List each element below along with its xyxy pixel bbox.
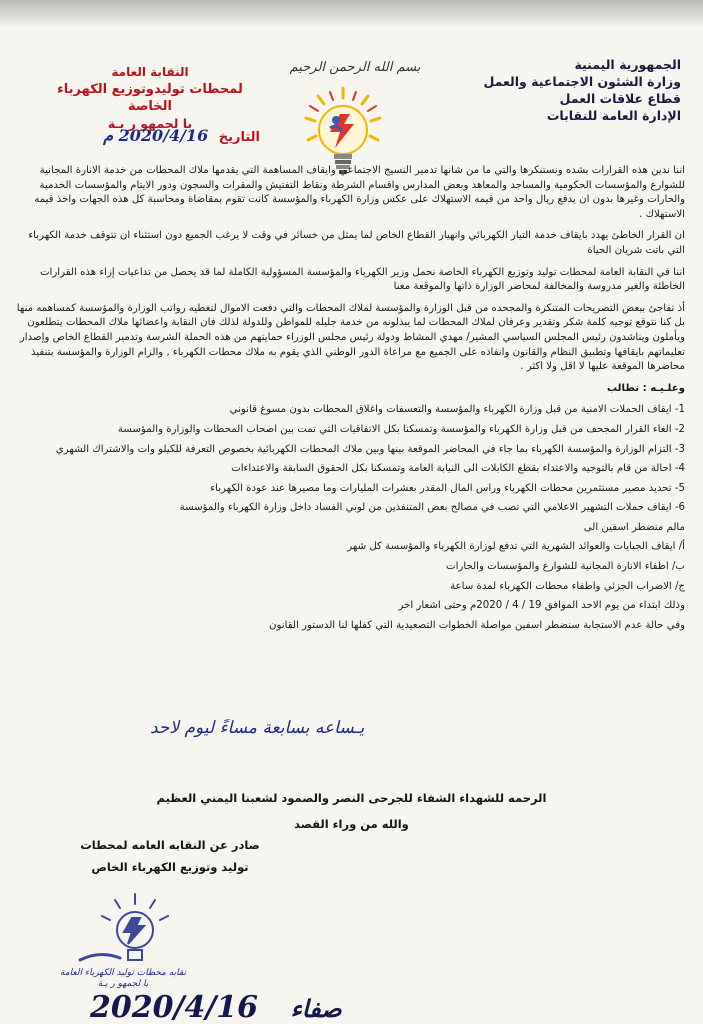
ministry-line-3: قطاع علاقات العمل [559,91,681,106]
closing-line-2: والله من وراء القصد [294,817,409,831]
date-label: التاريخ [218,130,260,145]
handwritten-date-value: 2020/4/16 [90,990,259,1024]
union-suffix: با لجمهو ر يـة [107,116,193,131]
steps-heading: مالم منضطر اسفين الى [583,521,685,533]
stamp-line-1: نقابه محطات توليد الكهرباء العامة [60,968,186,978]
paragraph-3: اننا في النقابة العامة لمحطات توليد وتوزيع الكهرباء الخاصة نحمل وزير الكهرباء والمؤسسة المسؤولية الكاملة لما قد يحصل من تداعيات إزاء هذه القرارات الخاطئة والغير مدروسة والمخالفة لمحاضر الوزارة ذاتها والموقعة معنا [39,266,685,293]
demand-item: 2- الغاء القرار المجحف من قبل وزارة الكهرباء والمؤسسة وتمسكنا بكل الاتفاقيات التي تمت بين اصحاب المحطات والوزارة والمؤسسة [117,423,685,435]
stamp-line-2: با لجمهو ر يـة [97,979,149,989]
handwritten-date [90,990,342,1024]
start-line: وذلك ابتداء من يوم الاحد الموافق 19 / 4 / 2020م وحتى اشعار اخر [398,600,685,612]
union-block [40,64,260,132]
ministry-line-2: وزارة الشئون الاجتماعية والعمل [483,74,681,89]
letter-body [13,164,685,638]
date-value: 2020/4/16 م [103,126,209,145]
demand-item: 3- التزام الوزارة والمؤسسة الكهرباء بما جاء في المحاضر الموقعة بينها وبين ملاك المحطات الكهربائية بخصوص التعرفة للكيلو وات والاشتراك الشهري [55,443,685,455]
escalation-line: وفي حالة عدم الاستجابة سنضطر اسفين مواصلة الخطوات التصعيدية التي كفلها لنا الدستور القانون [269,619,685,631]
demand-item: 4- احالة من قام بالتوجيه والاعتداء بقطع الكابلات الى النيابة العامة وتمسكنا بكل الحقوق السابقة والاعتداءات [231,463,685,475]
signature-block [40,834,300,878]
union-title: النقابة العامة [111,65,189,79]
ministry-line-1: الجمهورية اليمنية [574,57,681,72]
stamp-caption [48,968,198,990]
paragraph-4: أذ تفاجئ ببعض التصريحات المتنكرة والمجحده من قبل الوزارة والمؤسسة لملاك المحطات والتي دفعت الاموال لتغطيه رواتب الوزارة والمؤسسة كمساهمه منها بل كنا نتوقع توجيه كلمة شكر وتقدير وعرفان لملاك المحطات لما يبذلونه من خدمة جليله للمواطن وللدولة لذلك فان النقابة واعضائها ملاك المحطات يتطلعون ويأملون ويناشدون رئيس المجلس السياسي المشير/ مهدي المشاط ودولة رئيس مجلس الوزراء حمايتهم من هذه الحملة الشرسة وتدمير القطاع الخاص وإصدار تعليماتهم بايقافها وتطبيق النظام والقانون وانفاذه على الجميع مع مراعاة الدور الوطني الذي يقوم به ملاك محطات الكهرباء , والزام الوزارة والمؤسسة بتنفيذ محاضرها الموقعة عليها لا اقل ولا اكثر . [16,302,685,373]
demands-heading: وعلـيـه : نطالب [606,382,685,394]
handwritten-note: يـساعه بسابعة مساءً ليوم لاحد [150,718,365,738]
demand-item: 5- تحديد مصير مستثمرين محطات الكهرباء وراس المال المقدر بعشرات المليارات وما مصيرها عند عودة الكهرباء [210,482,685,494]
step-item: أ/ ايقاف الجبايات والعوائد الشهرية التي تدفع لوزارة الكهرباء والمؤسسة كل شهر [347,541,685,553]
date-row [60,126,260,145]
letterhead [0,46,703,156]
signature-line-1: صادر عن النقابه العامه لمحطات [80,838,260,852]
demand-item: 6- ايقاف حملات التشهير الاعلامي التي تصب في مصالح بعض المتنفذين من لوبي الفساد داخل وزارة الكهرباء والمؤسسة [179,502,685,514]
ministry-block [481,56,681,124]
closing-line-1: الرحمه للشهداء الشفاء للجرحى النصر والصمود لشعبنا اليمني العظيم [156,791,547,805]
stamp-logo-icon [60,890,210,970]
union-fullname: لمحطات توليدوتوزيع الكهرباء الخاصة [57,82,243,114]
closing-block [0,785,703,837]
step-item: ب/ اطفاء الانارة المجانية للشوارع والمؤسسات والحارات [445,561,685,573]
paragraph-2: ان القرار الخاطئ يهدد بايقاف خدمة التيار الكهربائي وانهيار القطاع الخاص لما يمثل من خسائر في وقت لا يرغب الجميع دون استثناء ان تتوقف خدمة الكهرباء التي باتت شريان الحياة [28,230,685,256]
demand-item: 1- ايقاف الحملات الامنية من قبل وزارة الكهرباء والمؤسسة والتعسفات واغلاق المحطات بدون مسوغ قانوني [229,404,685,416]
paragraph-1: اننا ندين هذه القرارات بشده ونستنكرها والتي ما من شانها تدمير النسيج الاجتماعي وايقاف المساهمة التي يقدمها ملاك المحطات من خدمة الانارة المجانية للشوارع والمؤسسات الحكومية والمساجد والمعاهد وبعض المدارس واقسام الشرطة ونقاط التفتيش والمقرات والسجون ودور الايتام والمؤسسات الخدمية والحارات وغيرها بدون ان يدفع ريال واحد من قيمه الاستهلاك على عكس وزارة الكهرباء والمؤسسة كانت تقوم بمقاضاة ومحاسبة كل هذه الجهات واخذ قيمه الاستهلاك . [34,165,685,220]
ministry-line-4: الإدارة العامة للنقابات [546,108,681,123]
handwritten-signature-word: صفاء [290,994,342,1023]
signature-line-2: توليد وتوزيع الكهرباء الخاص [91,860,249,874]
scan-shadow [0,0,703,28]
step-item: ج/ الاضراب الجزئي واطفاء محطات الكهرباء لمدة ساعة [450,580,685,592]
basmala: بسم الله الرحمن الرحيم [289,60,421,75]
